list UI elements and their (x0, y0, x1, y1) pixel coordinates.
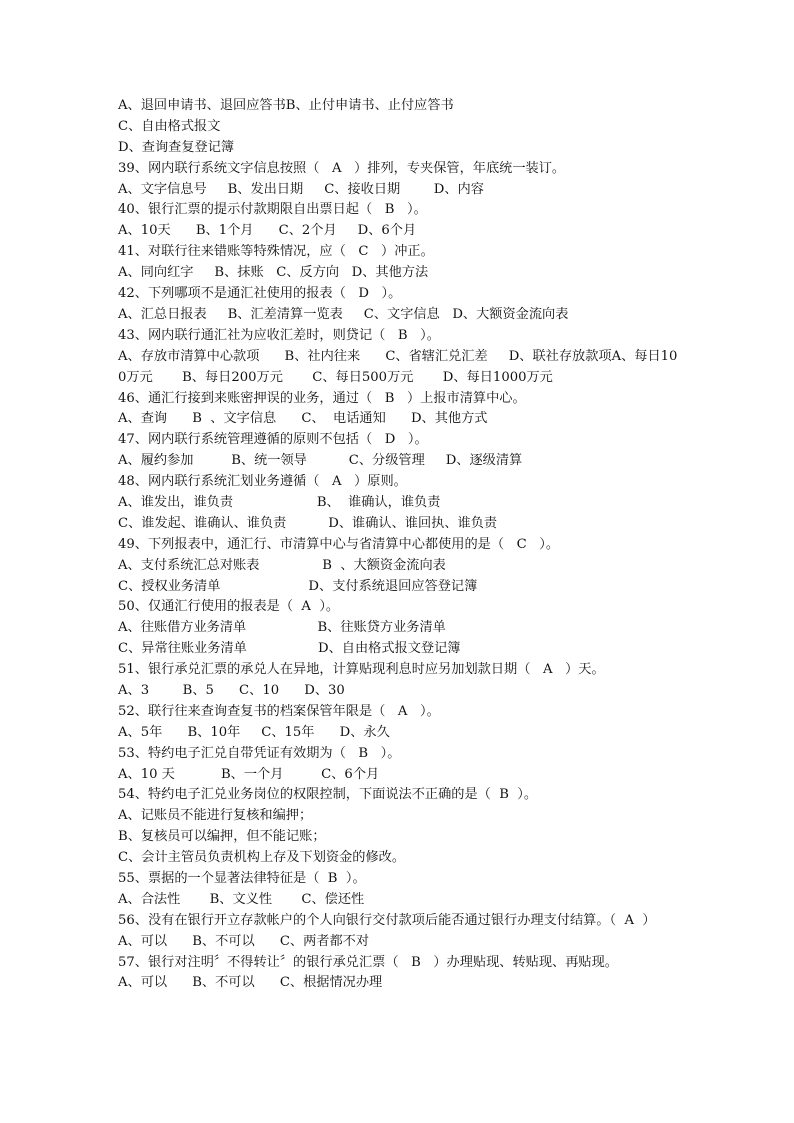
question-53: 53、特约电子汇兑自带凭证有效期为（ B ）。 (118, 745, 401, 761)
question-41: 41、对联行往来错账等特殊情况，应（ C ）冲正。 (118, 244, 434, 260)
question-55: 55、票据的一个显著法律特征是（ B ）。 (118, 870, 366, 886)
text-line: C、会计主管员负责机构上存及下划资金的修改。 (118, 850, 406, 866)
text-line: C、授权业务清单 D、支付系统退回应答登记簿 (118, 578, 478, 594)
text-line: A、10 天 B、一个月 C、6个月 (118, 766, 380, 782)
question-56: 56、没有在银行开立存款帐户的个人向银行交付款项后能否通过银行办理支付结算。（ A ） (118, 912, 656, 928)
text-line: A、同向红字 B、抹账 C、反方向 D、其他方法 (118, 265, 429, 281)
text-line: A、文字信息号 B、发出日期 C、接收日期 D、内容 (118, 181, 484, 197)
text-line: A、3 B、5 C、10 D、30 (118, 682, 345, 698)
text-line: D、查询查复登记簿 (118, 139, 235, 155)
text-line: A、5年 B、10年 C、15年 D、永久 (118, 724, 390, 740)
text-line: A、履约参加 B、统一领导 C、分级管理 D、逐级清算 (118, 453, 523, 469)
text-line: C、自由格式报文 (118, 118, 221, 134)
text-line: A、支付系统汇总对账表 B 、大额资金流向表 (118, 557, 446, 573)
text-line: A、查询 B 、文字信息 C、 电话通知 D、其他方式 (118, 411, 488, 427)
text-line: A、存放市清算中心款项 B、社内往来 C、省辖汇兑汇差 D、联社存放款项A、每日100万元 B、每日200万元 C、每日500万元 D、每日1000万元 (118, 348, 678, 385)
question-57: 57、银行对注明〞不得转让〞的银行承兑汇票（ B ）办理贴现、转贴现、再贴现。 (118, 954, 618, 970)
text-line: A、合法性 B、文义性 C、偿还性 (118, 891, 365, 907)
text-line: A、退回申请书、退回应答书B、止付申请书、止付应答书 (118, 98, 454, 113)
document-page (118, 96, 678, 994)
text-line: A、记账员不能进行复核和编押； (118, 808, 313, 824)
question-50: 50、仅通汇行使用的报表是（ A ）。 (118, 599, 340, 615)
text-line: C、异常往账业务清单 D、自由格式报文登记簿 (118, 641, 461, 657)
question-42: 42、下列哪项不是通汇社使用的报表（ D ）。 (118, 286, 402, 302)
text-line: A、10天 B、1个月 C、2个月 D、6个月 (118, 223, 417, 239)
text-line: A、可以 B、不可以 C、根据情况办理 (118, 975, 383, 991)
text-line: B、复核员可以编押，但不能记账； (118, 829, 326, 845)
text-line: A、可以 B、不可以 C、两者都不对 (118, 933, 370, 949)
text-line: A、汇总日报表 B、汇差清算一览表 C、文字信息 D、大额资金流向表 (118, 306, 569, 322)
question-46: 46、通汇行接到来账密押误的业务，通过（ B ）上报市清算中心。 (118, 390, 526, 406)
question-40: 40、银行汇票的提示付款期限自出票日起（ B ）。 (118, 202, 427, 218)
question-47: 47、网内联行系统管理遵循的原则不包括（ D ）。 (118, 432, 428, 448)
text-line: C、谁发起、谁确认、谁负责 D、谁确认、谁回执、谁负责 (118, 515, 498, 531)
question-54: 54、特约电子汇兑业务岗位的权限控制，下面说法不正确的是（ B ）。 (118, 787, 538, 803)
text-line: A、往账借方业务清单 B、往账贷方业务清单 (118, 620, 446, 636)
question-51: 51、银行承兑汇票的承兑人在异地，计算贴现利息时应另加划款日期（ A ）天。 (118, 662, 605, 678)
question-48: 48、网内联行系统汇划业务遵循（ A ）原则。 (118, 474, 407, 490)
question-52: 52、联行往来查询查复书的档案保管年限是（ A ）。 (118, 703, 440, 719)
question-39: 39、网内联行系统文字信息按照（ A ）排列，专夹保管，年底统一装订。 (118, 160, 566, 176)
text-line: A、谁发出，谁负责 B、 谁确认，谁负责 (118, 494, 441, 510)
question-43: 43、网内联行通汇社为应收汇差时，则贷记（ B ）。 (118, 327, 440, 343)
question-49: 49、下列报表中，通汇行、市清算中心与省清算中心都使用的是（ C ）。 (118, 536, 560, 552)
